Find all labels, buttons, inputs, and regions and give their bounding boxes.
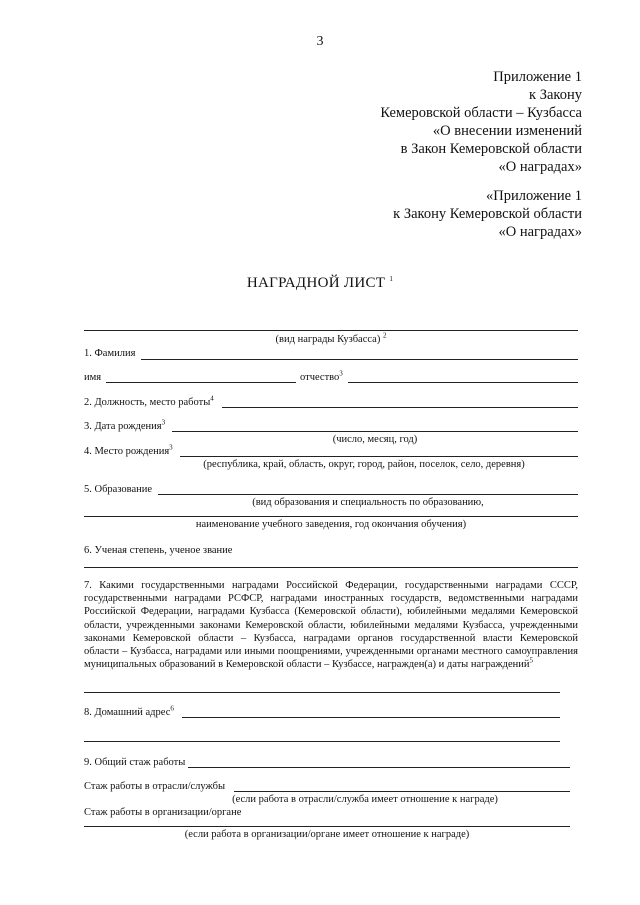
appendix-line: в Закон Кемеровской области — [400, 141, 582, 157]
total-experience-field[interactable] — [188, 767, 570, 768]
paragraph-line: муниципальных образований в Кемеровской области – Кузбассе, награжден(а) и даты награждений$^5$ — [84, 656, 533, 671]
title-text: НАГРАДНОЙ ЛИСТ — [246, 275, 386, 291]
award-type-field[interactable] — [84, 330, 578, 331]
academic-degree-field[interactable] — [84, 567, 578, 568]
appendix-line: к Закону — [529, 87, 582, 103]
birth-place-field[interactable] — [180, 456, 578, 457]
paragraph-line: области – Кузбасса, наградами или иными поощрениями, учрежденными органами местного самоуправления — [84, 646, 578, 658]
surname-label: 1. Фамилия — [84, 348, 136, 359]
birth-place-hint: (республика, край, область, округ, город, район, поселок, село, деревня) — [203, 459, 525, 470]
org-experience-hint: (если работа в организации/органе имеет отношение к награде) — [184, 829, 470, 840]
education-field[interactable] — [158, 494, 578, 495]
appendix-line: «О внесении изменений — [432, 123, 582, 139]
academic-degree-label: 6. Ученая степень, ученое звание — [84, 545, 233, 556]
first-name-field[interactable] — [106, 382, 296, 383]
home-address-field-2[interactable] — [84, 741, 560, 742]
surname-field[interactable] — [141, 359, 578, 360]
document-title — [0, 275, 640, 292]
paragraph-line: государственными наградами РСФСР, наградами иностранных государств, ведомственными наградами — [84, 593, 578, 605]
education-label: 5. Образование — [84, 484, 153, 495]
page-number: 3 — [316, 34, 324, 49]
appendix-line: Приложение 1 — [493, 69, 582, 85]
appendix-header — [380, 68, 582, 176]
patronymic-label: отчество$^3$ — [300, 369, 343, 383]
first-name-label: имя — [84, 372, 102, 383]
appendix-original-header — [393, 187, 582, 241]
position-field[interactable] — [222, 407, 578, 408]
education-hint-2: наименование учебного заведения, год окончания обучения) — [195, 519, 467, 530]
appendix-line: к Закону Кемеровской области — [393, 206, 582, 222]
paragraph-line: законами Кемеровской области – Кузбасса, наградами органов государственной власти Кемеровской — [84, 632, 578, 644]
org-experience-field[interactable] — [84, 826, 570, 827]
paragraph-line: 7. Какими государственными наградами Российской Федерации, государственными наградами СССР, — [84, 580, 578, 591]
awards-question — [84, 579, 578, 671]
birth-date-field[interactable] — [172, 431, 578, 432]
birth-date-hint: (число, месяц, год) — [332, 434, 418, 445]
org-experience-label: Стаж работы в организации/органе — [84, 807, 242, 818]
footnote-ref: 1 — [389, 275, 394, 283]
paragraph-line: области, учрежденными законами Кемеровской области, юбилейными медалями Кузбасса, учрежденными — [84, 619, 578, 631]
education-field-2[interactable] — [84, 516, 578, 517]
home-address-label: 8. Домашний адрес$^6$ — [84, 704, 174, 718]
award-type-hint: (вид награды Кузбасса) $^2$ — [275, 331, 387, 345]
birth-date-label: 3. Дата рождения$^3$ — [84, 418, 166, 432]
total-experience-label: 9. Общий стаж работы — [84, 757, 186, 768]
industry-experience-field[interactable] — [234, 791, 570, 792]
patronymic-field[interactable] — [348, 382, 578, 383]
education-hint: (вид образования и специальность по образованию, — [252, 497, 484, 508]
industry-experience-label: Стаж работы в отрасли/службы — [84, 781, 226, 792]
appendix-line: «Приложение 1 — [486, 188, 582, 204]
paragraph-line: Российской Федерации, наградами Кузбасса (Кемеровской области), юбилейными медалями Кемеровской — [84, 606, 578, 618]
awards-field[interactable] — [84, 692, 560, 693]
birth-place-label: 4. Место рождения$^3$ — [84, 443, 173, 457]
appendix-line: Кемеровской области – Кузбасса — [380, 105, 582, 121]
position-label: 2. Должность, место работы$^4$ — [84, 394, 214, 408]
appendix-line: «О наградах» — [498, 224, 582, 240]
home-address-field[interactable] — [182, 717, 560, 718]
industry-experience-hint: (если работа в отрасли/служба имеет отношение к награде) — [232, 794, 498, 805]
appendix-line: «О наградах» — [498, 159, 582, 175]
